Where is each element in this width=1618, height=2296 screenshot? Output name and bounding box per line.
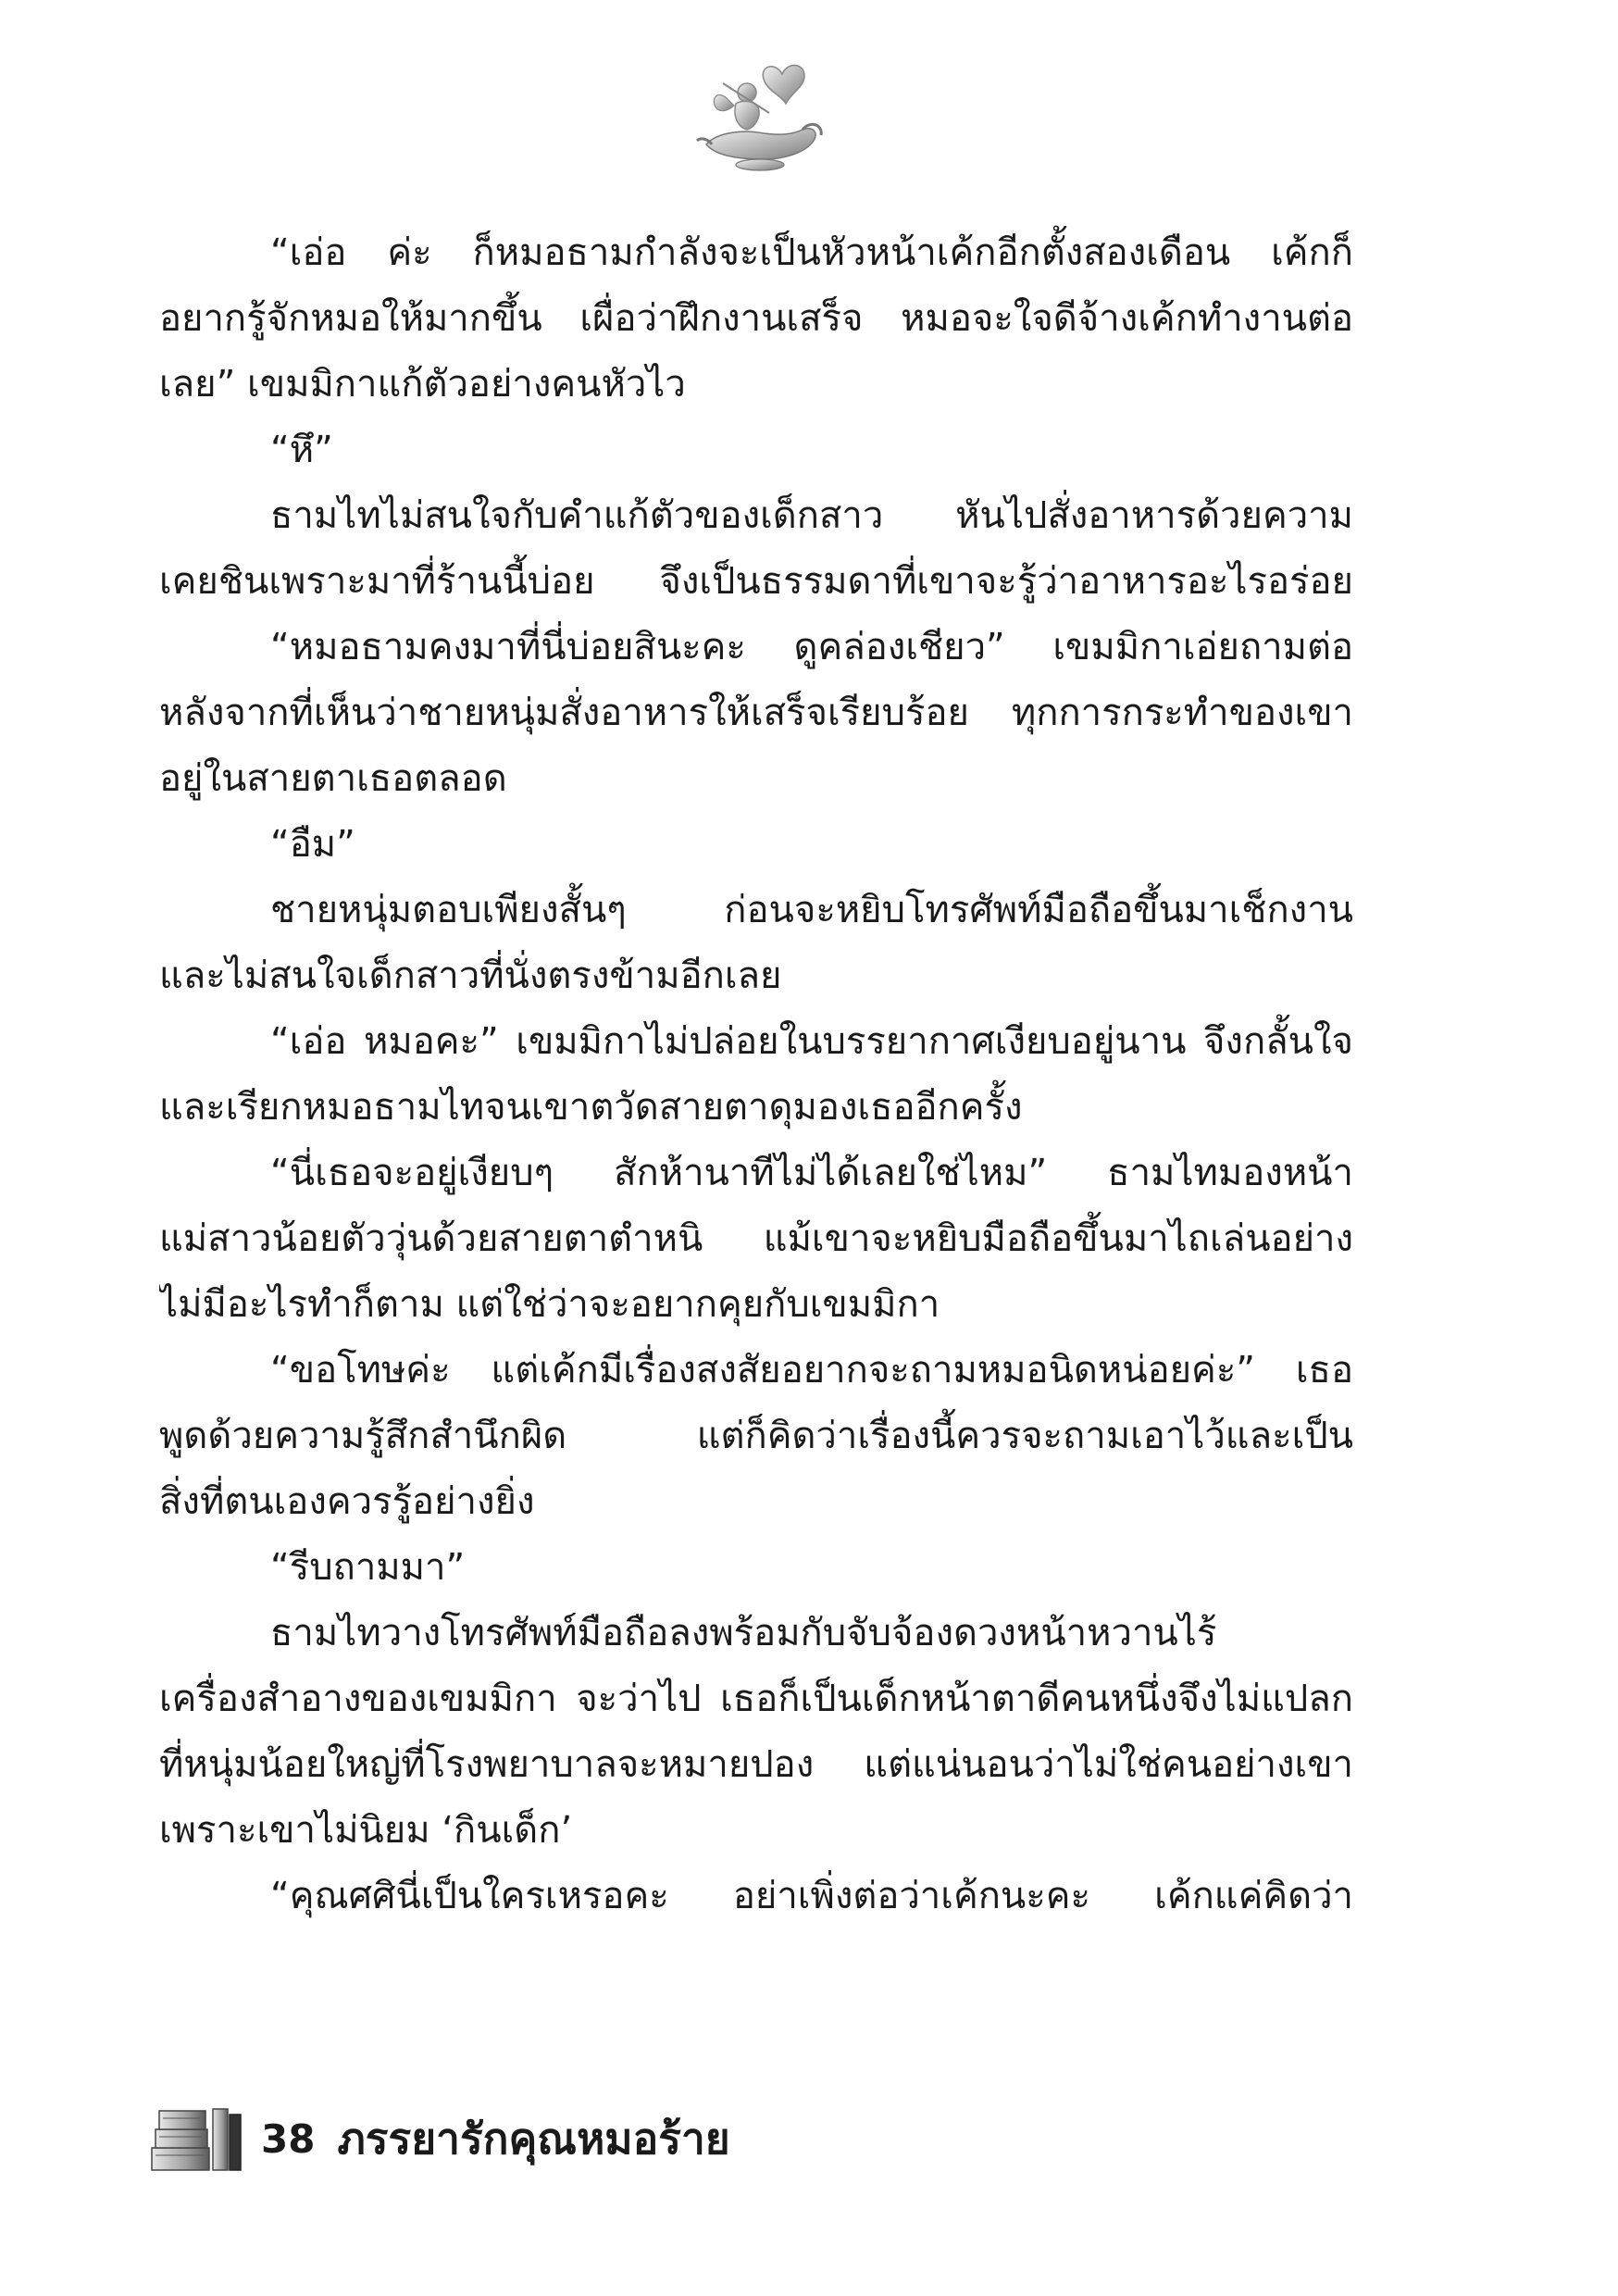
- text-line: ที่หนุ่มน้อยใหญ่ที่โรงพยาบาลจะหมายปอง แต่แน่นอนว่าไม่ใช่คนอย่างเขา: [159, 1743, 1353, 1786]
- text-line: แม่สาวน้อยตัววุ่นด้วยสายตาตำหนิ แม้เขาจะหยิบมือถือขึ้นมาไถเล่นอย่าง: [159, 1217, 1353, 1260]
- text-line: “รีบถามมา”: [270, 1546, 466, 1589]
- text-line: เครื่องสำอางของเขมมิกา จะว่าไป เธอก็เป็นเด็กหน้าตาดีคนหนึ่งจึงไม่แปลก: [159, 1678, 1353, 1720]
- text-line: หลังจากที่เห็นว่าชายหนุ่มสั่งอาหารให้เสร็จเรียบร้อย ทุกการกระทำของเขา: [159, 692, 1353, 734]
- text-line: เลย” เขมมิกาแก้ตัวอย่างคนหัวไว: [159, 363, 686, 406]
- text-line: “นี่เธอจะอยู่เงียบๆ สักห้านาทีไม่ได้เลยใช่ไหม” ธามไทมองหน้า: [270, 1152, 1353, 1194]
- page-footer: [148, 2102, 730, 2176]
- text-line: เคยชินเพราะมาที่ร้านนี้บ่อย จึงเป็นธรรมดาที่เขาจะรู้ว่าอาหารอะไรอร่อย: [159, 560, 1353, 603]
- text-line: ชายหนุ่มตอบเพียงสั้นๆ ก่อนจะหยิบโทรศัพท์มือถือขึ้นมาเช็กงาน: [270, 889, 1353, 931]
- text-line: “เอ่อ ค่ะ ก็หมอธามกำลังจะเป็นหัวหน้าเค้กอีกตั้งสองเดือน เค้กก็: [270, 231, 1353, 274]
- lamp-ornament-icon: [690, 56, 828, 176]
- text-line: สิ่งที่ตนเองควรรู้อย่างยิ่ง: [159, 1480, 535, 1523]
- text-line: “หมอธามคงมาที่นี่บ่อยสินะคะ ดูคล่องเชียว” เขมมิกาเอ่ยถามต่อ: [270, 626, 1353, 668]
- text-line: “เอ่อ หมอคะ” เขมมิกาไม่ปล่อยในบรรยากาศเงียบอยู่นาน จึงกลั้นใจ: [270, 1020, 1353, 1063]
- body-text: [159, 220, 1353, 1929]
- text-line: ไม่มีอะไรทำก็ตาม แต่ใช่ว่าจะอยากคุยกับเขมมิกา: [159, 1283, 940, 1326]
- text-line: และไม่สนใจเด็กสาวที่นั่งตรงข้ามอีกเลย: [159, 955, 782, 997]
- books-icon: [148, 2102, 244, 2176]
- text-line: “หึ”: [270, 429, 333, 471]
- book-title: ภรรยารักคุณหมอร้าย: [337, 2113, 730, 2164]
- text-line: ธามไทไม่สนใจกับคำแก้ตัวของเด็กสาว หันไปสั่งอาหารด้วยความ: [270, 494, 1353, 537]
- text-line: อยากรู้จักหมอให้มากขึ้น เผื่อว่าฝึกงานเสร็จ หมอจะใจดีจ้างเค้กทำงานต่อ: [159, 297, 1353, 340]
- text-line: เพราะเขาไม่นิยม ‘กินเด็ก’: [159, 1809, 573, 1852]
- page-number: 38: [261, 2115, 316, 2162]
- text-line: “อืม”: [270, 823, 355, 866]
- text-line: และเรียกหมอธามไทจนเขาตวัดสายตาดุมองเธออีกครั้ง: [159, 1086, 1023, 1129]
- text-line: “ขอโทษค่ะ แต่เค้กมีเรื่องสงสัยอยากจะถามหมอนิดหน่อยค่ะ” เธอ: [270, 1349, 1353, 1391]
- text-line: “คุณศศินี่เป็นใครเหรอคะ อย่าเพิ่งต่อว่าเค้กนะคะ เค้กแค่คิดว่า: [270, 1875, 1353, 1917]
- text-line: พูดด้วยความรู้สึกสำนึกผิด แต่ก็คิดว่าเรื่องนี้ควรจะถามเอาไว้และเป็น: [159, 1415, 1353, 1457]
- text-line: อยู่ในสายตาเธอตลอด: [159, 757, 507, 800]
- text-line: ธามไทวางโทรศัพท์มือถือลงพร้อมกับจับจ้องดวงหน้าหวานไร้: [270, 1612, 1217, 1654]
